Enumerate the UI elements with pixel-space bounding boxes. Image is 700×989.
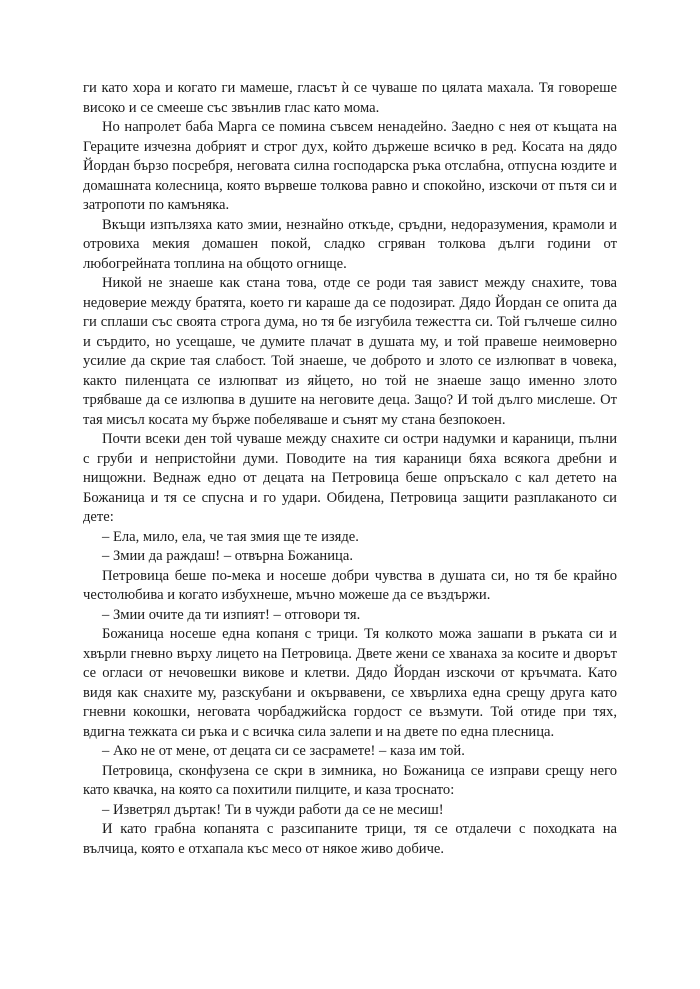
paragraph: Божаница носеше една копаня с трици. Тя колкото можа зашапи в ръката си и хвърли гневно върху лицето на Петровица. Двете жени се хванаха за косите и дворът се огласи от нечовешки викове и клетви. Дядо Йордан изскочи от кръчмата. Като видя как снахите му, разскубани и окървавени, се хвърлиха една срещу друга като гневни кокошки, неговата чорбаджийска гордост се възмути. Той отиде при тях, вдигна тежката си ръка и с всичка сила залепи и на двете по една плесница. — [83, 626, 617, 740]
paragraph: Вкъщи изпълзяха като змии, незнайно откъде, сръдни, недоразумения, крамоли и отровиха мекия домашен покой, сладко сгряван толкова дълги години от любогрейната топлина на общото огнище. — [83, 216, 617, 272]
paragraph: Петровица, сконфузена се скри в зимника, но Божаница се изправи срещу него като квачка, на която са похитили пилците, и каза троснато: — [83, 762, 617, 798]
paragraph: Почти всеки ден той чуваше между снахите си остри надумки и караници, пълни с груби и непристойни думи. Поводите на тия караници бяха всякога дребни и нищожни. Веднаж едно от децата на Петровица беше опръскало с кал детето на Божаница и тя се спусна и го удари. Обидена, Петровица защити разплаканото си дете: — [83, 431, 617, 525]
dialogue-line: – Ако не от мене, от децата си се засрамете! – каза им той. — [102, 743, 465, 759]
dialogue-line: – Ела, мило, ела, че тая змия ще те изяде. — [102, 528, 359, 545]
paragraph: Но напролет баба Марга се помина съвсем ненадейно. Заедно с нея от къщата на Гераците изчезна добрият и строг дух, който държеше всичко в ред. Косата на дядо Йордан бързо посребря, неговата силна господарска ръка отслабна, отпусна юздите и домашната колесница, която вървеше толкова равно и спокойно, изскочи от пътя си и затропоти по камъняка. — [83, 119, 617, 213]
dialogue-line: – Изветрял дъртак! Ти в чужди работи да се не месиш! — [102, 801, 444, 818]
paragraph: И като грабна копанята с разсипаните трици, тя се отдалечи с походката на вълчица, която е отхапала къс месо от някое живо добиче. — [83, 821, 617, 857]
dialogue-line: – Змии очите да ти изпият! – отговори тя. — [102, 606, 361, 623]
dialogue-line: – Змии да раждаш! – отвърна Божаница. — [102, 548, 353, 564]
paragraph: Никой не знаеше как стана това, отде се роди тая завист между снахите, това недоверие между братята, което ги караше да се подозират. Дядо Йордан се опита да ги сплаши със своята строга дума, но тя бе изгубила тежестта си. Той гълчеше силно и сърдито, но усещаше, че думите плачат в душата му, и той правеше неимоверно усилие да скрие тая слабост. Той знаеше, че доброто и злото се излюпват в човека, както пиленцата се излюпват из яйцето, но той не знаеше защо именно злото трябваше да се излюпва в душите на неговите деца. Защо? И той дълго мислеше. От тая мисъл косата му бърже побеляваше и сънят му стана безпокоен. — [83, 275, 617, 428]
body-text — [83, 79, 617, 859]
paragraph: Петровица беше по-мека и носеше добри чувства в душата си, но тя бе крайно честолюбива и когато избухнеше, мъчно можеше да се въздържи. — [83, 567, 617, 603]
paragraph: ги като хора и когато ги мамеше, гласът ѝ се чуваше по цялата махала. Тя говореше високо и се смееше със звънлив глас като мома. — [83, 80, 617, 116]
